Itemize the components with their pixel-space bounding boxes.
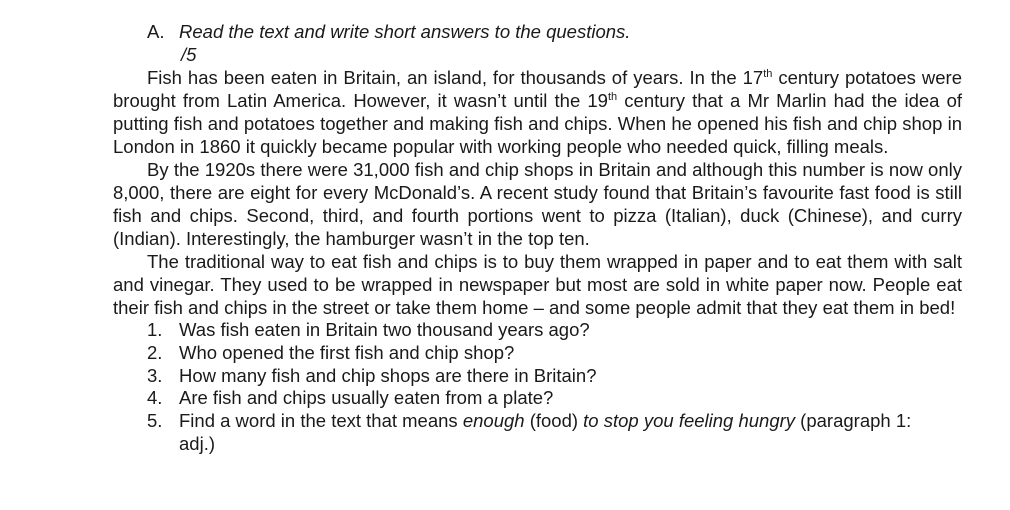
question-item: [147, 319, 962, 342]
question-text: How many fish and chip shops are there in Britain?: [179, 364, 597, 386]
question-number: 1.: [147, 319, 163, 340]
question-item: [147, 387, 962, 410]
paragraph-2: By the 1920s there were 31,000 fish and chip shops in Britain and although this number is now only 8,000, there are eight for every McDonald’s. A recent study found that Britain’s favourite fast food is still fish and chips. Second, third, and fourth portions went to pizza (Italian), duck (Chinese), and curry (Indian). Interestingly, the hamburger wasn’t in the top ten.: [113, 159, 962, 249]
question-5-part-a: Find a word in the text that means: [179, 410, 463, 432]
paragraph-1-part-3: century that a Mr Marlin had the idea of putting fish and potatoes together and making fish and chips. When he opened his fish and chip shop in London in 1860 it quickly became popular with working people who needed quick, filling meals.: [113, 90, 962, 157]
question-item: [147, 410, 962, 456]
exercise-heading: [113, 20, 962, 43]
paragraph-1: [113, 66, 962, 158]
question-text: Who opened the first fish and chip shop?: [179, 341, 515, 363]
question-text: Are fish and chips usually eaten from a plate?: [179, 387, 554, 409]
question-number: 5.: [147, 410, 163, 432]
question-5-italic-enough: enough: [462, 410, 525, 432]
question-text: [179, 410, 962, 456]
superscript-17th: th: [763, 67, 773, 80]
superscript-19th: th: [607, 90, 618, 103]
question-5-part-e: (paragraph 1: adj.): [179, 410, 912, 454]
question-item: [147, 365, 962, 388]
question-item: [147, 342, 962, 365]
question-list: [113, 319, 962, 456]
exercise-score: /5: [181, 44, 197, 65]
paragraph-1-part-2: century potatoes were brought from Latin America. However, it wasn’t until the 19: [113, 67, 962, 111]
question-5-part-c: (food): [524, 410, 584, 432]
paragraph-3: The traditional way to eat fish and chips is to buy them wrapped in paper and to eat them with salt and vinegar. They used to be wrapped in newspaper but most are sold in white paper now. People eat their fish and chips in the street or take them home – and some people admit that they eat them in bed!: [113, 251, 962, 318]
exercise-instruction: Read the text and write short answers to the questions.: [179, 21, 631, 42]
question-number: 4.: [147, 387, 163, 409]
question-number: 2.: [147, 341, 163, 363]
paragraph-1-part-1: Fish has been eaten in Britain, an island, for thousands of years. In the 17: [147, 67, 764, 88]
question-text: Was fish eaten in Britain two thousand years ago?: [179, 319, 590, 340]
question-5-italic-definition: to stop you feeling hungry: [583, 410, 796, 432]
question-number: 3.: [147, 364, 163, 386]
exercise-letter: A.: [147, 21, 165, 42]
